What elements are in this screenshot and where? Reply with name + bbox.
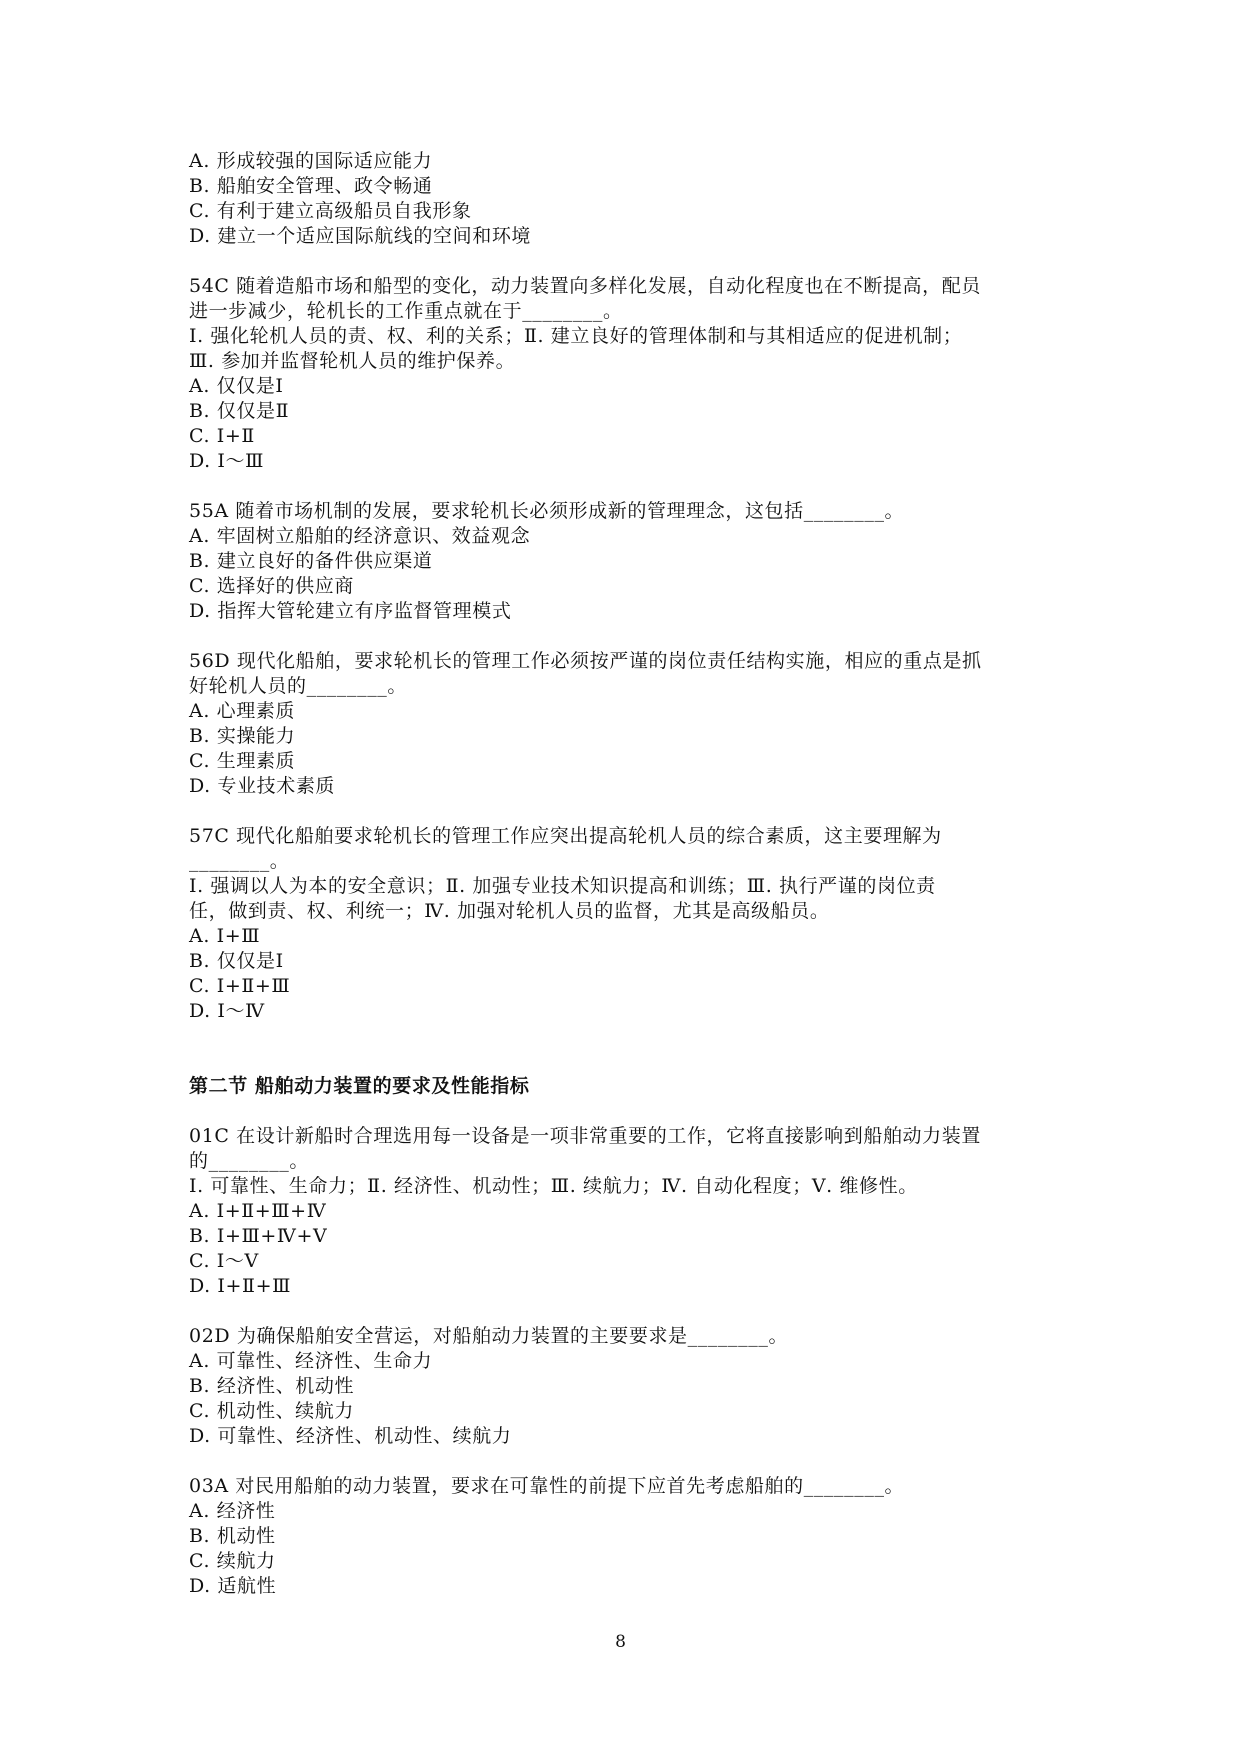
answer-option: A. 仅仅是Ⅰ xyxy=(189,375,284,397)
document-body xyxy=(189,149,1069,1599)
answer-option: A. 心理素质 xyxy=(189,700,296,722)
paragraph-gap xyxy=(189,1099,1069,1124)
question-text: 54C 随着造船市场和船型的变化，动力装置向多样化发展，自动化程度也在不断提高，配员 xyxy=(189,275,981,297)
answer-option: C. 续航力 xyxy=(189,1550,276,1572)
paragraph-gap xyxy=(189,474,1069,499)
answer-option: B. 建立良好的备件供应渠道 xyxy=(189,550,433,572)
answer-option: C. 选择好的供应商 xyxy=(189,575,354,597)
question-text: 进一步减少，轮机长的工作重点就在于________。 xyxy=(189,300,623,322)
question-text: Ⅰ. 强化轮机人员的责、权、利的关系；Ⅱ. 建立良好的管理体制和与其相适应的促进机制； xyxy=(189,325,963,347)
paragraph-gap xyxy=(189,799,1069,824)
answer-option: C. 有利于建立高级船员自我形象 xyxy=(189,200,472,222)
question-text: 02D 为确保船舶安全营运，对船舶动力装置的主要要求是________。 xyxy=(189,1325,789,1347)
answer-option: A. 经济性 xyxy=(189,1500,276,1522)
section-heading: 第二节 船舶动力装置的要求及性能指标 xyxy=(189,1075,530,1097)
answer-option: C. Ⅰ+Ⅱ xyxy=(189,425,255,447)
answer-option: B. 仅仅是Ⅱ xyxy=(189,400,290,422)
answer-option: A. 牢固树立船舶的经济意识、效益观念 xyxy=(189,525,531,547)
question-text: Ⅰ. 强调以人为本的安全意识；Ⅱ. 加强专业技术知识提高和训练；Ⅲ. 执行严谨的岗位责 xyxy=(189,875,936,897)
answer-option: B. 实操能力 xyxy=(189,725,296,747)
question-text: 好轮机人员的________。 xyxy=(189,675,408,697)
paragraph-gap xyxy=(189,1299,1069,1324)
answer-option: D. Ⅰ+Ⅱ+Ⅲ xyxy=(189,1275,292,1297)
question-text: 55A 随着市场机制的发展，要求轮机长必须形成新的管理理念，这包括________。 xyxy=(189,500,905,522)
answer-option: D. 适航性 xyxy=(189,1575,277,1597)
answer-option: A. 可靠性、经济性、生命力 xyxy=(189,1350,433,1372)
question-text: 任，做到责、权、利统一；Ⅳ. 加强对轮机人员的监督，尤其是高级船员。 xyxy=(189,900,830,922)
paragraph-gap xyxy=(189,249,1069,274)
question-text: Ⅲ. 参加并监督轮机人员的维护保养。 xyxy=(189,350,516,372)
question-text: Ⅰ. 可靠性、生命力；Ⅱ. 经济性、机动性；Ⅲ. 续航力；Ⅳ. 自动化程度；Ⅴ. 维修性。 xyxy=(189,1175,918,1197)
answer-option: B. 仅仅是Ⅰ xyxy=(189,950,284,972)
question-text: 03A 对民用船舶的动力装置，要求在可靠性的前提下应首先考虑船舶的________。 xyxy=(189,1475,905,1497)
answer-option: D. 专业技术素质 xyxy=(189,775,336,797)
answer-option: D. 建立一个适应国际航线的空间和环境 xyxy=(189,225,532,247)
paragraph-gap xyxy=(189,1449,1069,1474)
question-text: ________。 xyxy=(189,850,290,872)
answer-option: B. Ⅰ+Ⅲ+Ⅳ+Ⅴ xyxy=(189,1225,328,1247)
section-gap xyxy=(189,1024,1069,1074)
answer-option: A. 形成较强的国际适应能力 xyxy=(189,150,433,172)
page-number: 8 xyxy=(615,1632,626,1652)
answer-option: C. Ⅰ+Ⅱ+Ⅲ xyxy=(189,975,291,997)
answer-option: C. 机动性、续航力 xyxy=(189,1400,354,1422)
answer-option: D. 指挥大管轮建立有序监督管理模式 xyxy=(189,600,512,622)
answer-option: C. Ⅰ～Ⅴ xyxy=(189,1250,259,1272)
answer-option: B. 经济性、机动性 xyxy=(189,1375,355,1397)
question-text: 56D 现代化船舶，要求轮机长的管理工作必须按严谨的岗位责任结构实施，相应的重点是抓 xyxy=(189,650,982,672)
answer-option: D. 可靠性、经济性、机动性、续航力 xyxy=(189,1425,512,1447)
question-text: 的________。 xyxy=(189,1150,310,1172)
question-text: 57C 现代化船舶要求轮机长的管理工作应突出提高轮机人员的综合素质，这主要理解为 xyxy=(189,825,942,847)
answer-option: C. 生理素质 xyxy=(189,750,296,772)
paragraph-gap xyxy=(189,624,1069,649)
question-text: 01C 在设计新船时合理选用每一设备是一项非常重要的工作，它将直接影响到船舶动力装置 xyxy=(189,1125,981,1147)
answer-option: D. Ⅰ～Ⅲ xyxy=(189,450,265,472)
answer-option: B. 机动性 xyxy=(189,1525,276,1547)
answer-option: B. 船舶安全管理、政令畅通 xyxy=(189,175,433,197)
answer-option: A. Ⅰ+Ⅲ xyxy=(189,925,261,947)
answer-option: D. Ⅰ～Ⅳ xyxy=(189,1000,265,1022)
answer-option: A. Ⅰ+Ⅱ+Ⅲ+Ⅳ xyxy=(189,1200,327,1222)
